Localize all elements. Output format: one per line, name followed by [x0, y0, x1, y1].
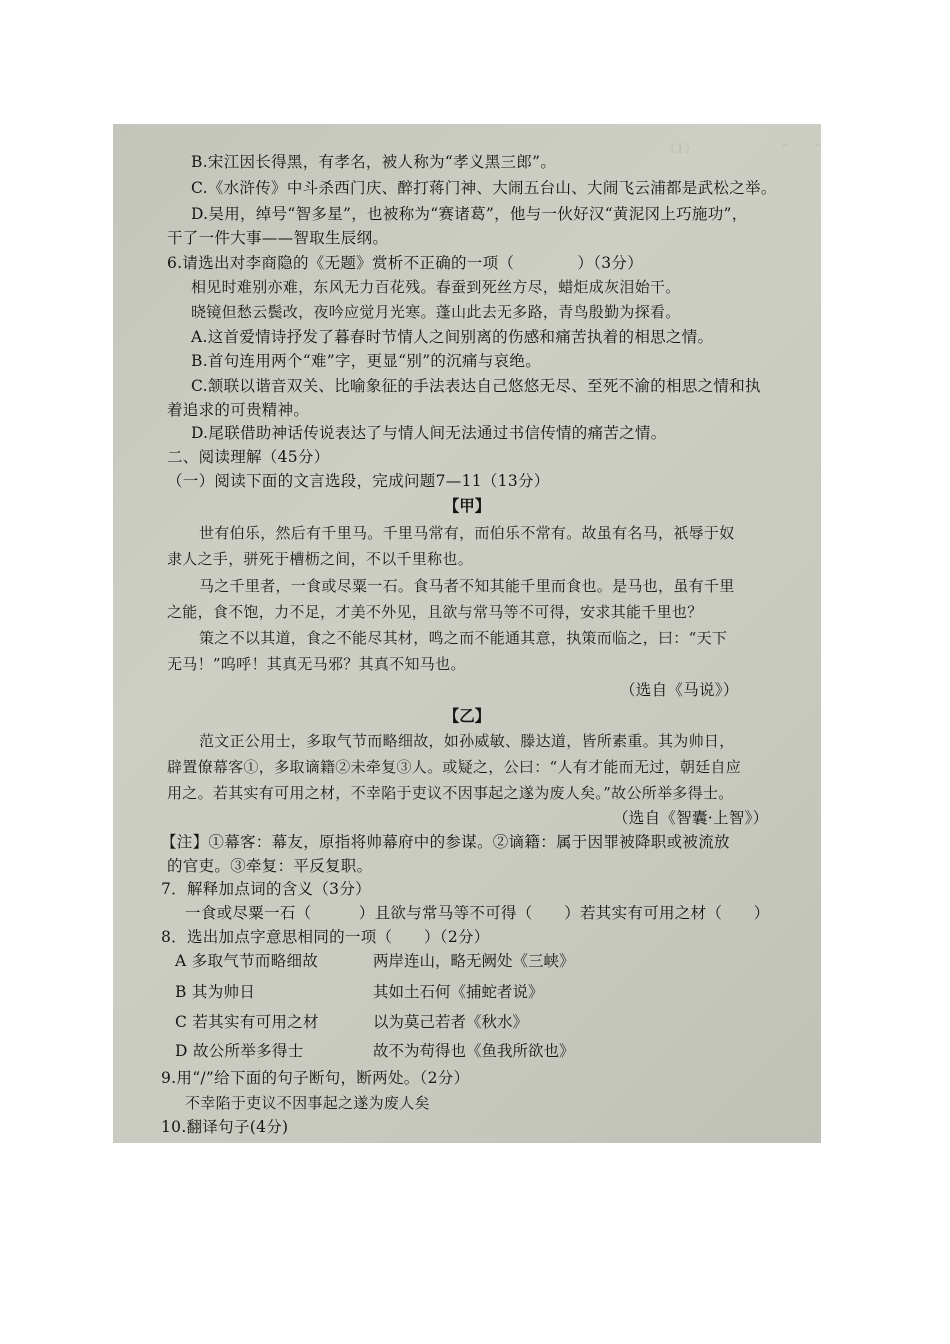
question-7: 7．解释加点词的含义（3分） [161, 880, 371, 898]
q6-option-b: B.首句连用两个“难”字，更显“别”的沉痛与哀绝。 [191, 352, 542, 370]
passage-jia-text: 之能，食不饱，力不足，才美不外见，且欲与常马等不可得，安求其能千里也？ [167, 603, 703, 621]
passage-yi-text: 范文正公用士，多取气节而略细故，如孙威敏、滕达道，皆所素重。其为帅日， [199, 732, 735, 750]
poem-line-2: 晓镜但愁云鬓改，夜吟应觉月光寒。蓬山此去无多路，青鸟殷勤为探看。 [191, 303, 681, 321]
option-d-line: D.吴用，绰号“智多星”，也被称为“赛诸葛”，他与一伙好汉“黄泥冈上巧施功”， [191, 205, 748, 223]
q8-option-c-left: C 若其实有可用之材 [175, 1013, 319, 1031]
passage-yi-source: （选自《智囊·上智》） [613, 809, 769, 827]
bleed-through-text: （1） “ ” [663, 142, 821, 157]
option-c-line: C.《水浒传》中斗杀西门庆、醉打蒋门神、大闹五台山、大闹飞云浦都是武松之举。 [191, 179, 777, 197]
section-2-heading: 二、阅读理解（45分） [167, 448, 330, 466]
q8-option-a-right: 两岸连山，略无阙处《三峡》 [373, 952, 575, 970]
q6-option-a: A.这首爱情诗抒发了暮春时节情人之间别离的伤感和痛苦执着的相思之情。 [191, 328, 714, 346]
q6-option-c-continued: 着追求的可贵精神。 [167, 401, 310, 419]
q8-option-c-right: 以为莫己若者《秋水》 [373, 1013, 529, 1031]
passage-jia-label: 【甲】 [443, 496, 491, 515]
q8-option-b-left: B 其为帅日 [175, 983, 256, 1001]
passage-jia-text: 隶人之手，骈死于槽枥之间，不以千里称也。 [167, 550, 474, 568]
poem-line-1: 相见时难别亦难，东风无力百花残。春蚕到死丝方尽，蜡炬成灰泪始干。 [191, 278, 681, 296]
passage-yi-label: 【乙】 [443, 706, 491, 725]
question-7-items: 一食或尽粟一石（ ）且欲与常马等不可得（ ）若其实有可用之材（ ） [185, 904, 770, 922]
q8-option-d-left: D 故公所举多得士 [175, 1042, 304, 1060]
subsection-1-heading: （一）阅读下面的文言选段，完成问题7—11（13分） [167, 472, 550, 490]
question-9: 9.用“/”给下面的句子断句，断两处。（2分） [161, 1069, 470, 1087]
passage-jia-text: 世有伯乐，然后有千里马。千里马常有，而伯乐不常有。故虽有名马，祇辱于奴 [199, 524, 735, 542]
q8-option-a-left: A 多取气节而略细故 [175, 952, 319, 970]
question-8: 8．选出加点字意思相同的一项（ ）（2分） [161, 928, 490, 946]
option-b-line: B.宋江因长得黑，有孝名，被人称为“孝义黑三郎”。 [191, 153, 557, 171]
annotation-note-continued: 的官吏。③牵复：平反复职。 [167, 857, 373, 875]
question-9-sentence: 不幸陷于吏议不因事起之遂为废人矣 [185, 1094, 430, 1112]
question-6: 6.请选出对李商隐的《无题》赏析不正确的一项（ ）（3分） [167, 254, 644, 272]
q8-option-b-right: 其如土石何《捕蛇者说》 [373, 983, 544, 1001]
q6-option-d: D.尾联借助神话传说表达了与情人间无法通过书信传情的痛苦之情。 [191, 424, 667, 442]
exam-page-photo [113, 124, 821, 1143]
annotation-note: 【注】①幕客：幕友，原指将帅幕府中的参谋。②谪籍：属于因罪被降职或被流放 [161, 833, 730, 851]
passage-jia-text: 策之不以其道，食之不能尽其材，鸣之而不能通其意，执策而临之，曰：“天下 [199, 629, 728, 647]
passage-jia-text: 马之千里者，一食或尽粟一石。食马者不知其能千里而食也。是马也，虽有千里 [199, 577, 735, 595]
passage-jia-text: 无马！”呜呼！其真无马邪？其真不知马也。 [167, 655, 466, 673]
passage-yi-text: 用之。若其实有可用之材，不幸陷于吏议不因事起之遂为废人矣。”故公所举多得士。 [167, 784, 734, 802]
q8-option-d-right: 故不为苟得也《鱼我所欲也》 [373, 1042, 575, 1060]
passage-jia-source: （选自《马说》） [620, 681, 739, 699]
option-d-continued: 干了一件大事——智取生辰纲。 [167, 229, 389, 247]
passage-yi-text: 辟置僚幕客①，多取谪籍②未牵复③人。或疑之，公曰：“人有才能而无过，朝廷自应 [167, 758, 742, 776]
q6-option-c: C.颔联以谐音双关、比喻象征的手法表达自己悠悠无尽、至死不渝的相思之情和执 [191, 377, 761, 395]
question-10: 10.翻译句子(4分) [161, 1118, 289, 1136]
